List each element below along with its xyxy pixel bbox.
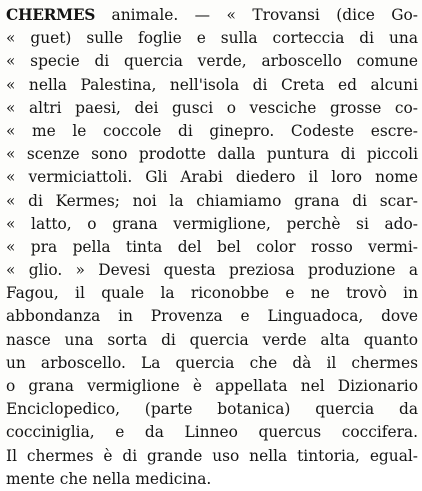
entry-line-12: « glio. » Devesi questa preziosa produzione a [6, 261, 418, 280]
entry-line-1-text: animale. — « Trovansi (dice Go- [95, 6, 418, 24]
entry-line-18: Enciclopedico, (parte botanica) quercia da [6, 400, 418, 419]
entry-line-4: « nella Palestina, nell'isola di Creta ed alcuni [6, 75, 418, 94]
entry-line-9: « di Kermes; noi la chiamiamo grana di scar- [6, 191, 418, 210]
entry-line-16: un arboscello. La quercia che dà il chermes [6, 353, 418, 372]
entry-line-5: « altri paesi, dei gusci o vesciche grosse co- [6, 98, 418, 117]
entry-line-7: « scenze sono prodotte dalla puntura di piccoli [6, 145, 418, 164]
entry-line-17: o grana vermiglione è appellata nel Dizionario [6, 377, 418, 395]
entry-line-3: « specie di quercia verde, arboscello comune [6, 52, 418, 71]
entry-line-1 [6, 4, 418, 27]
entry-line-14: abbondanza in Provenza e Linguadoca, dove [6, 307, 418, 326]
entry-headword: CHERMES [6, 6, 96, 24]
entry-line-13: Fagou, il quale la riconobbe e ne trovò in [6, 284, 418, 303]
entry-text-block [6, 4, 418, 491]
entry-line-20: Il chermes è di grande uso nella tintoria, egual- [6, 446, 418, 465]
entry-line-21: mente che nella medicina. [6, 469, 212, 488]
entry-line-15: nasce una sorta di quercia verde alta quanto [6, 330, 418, 349]
entry-line-8: « vermiciattoli. Gli Arabi diedero il loro nome [6, 168, 418, 187]
entry-line-19: cocciniglia, e da Linneo quercus coccifera. [6, 423, 418, 442]
entry-line-6: « me le coccole di ginepro. Codeste escre- [6, 121, 418, 140]
entry-line-2: « guet) sulle foglie e sulla corteccia di una [6, 29, 418, 48]
entry-line-10: « latto, o grana vermiglione, perchè si ado- [6, 214, 418, 233]
entry-line-11: « pra pella tinta del bel color rosso vermi- [6, 237, 418, 256]
